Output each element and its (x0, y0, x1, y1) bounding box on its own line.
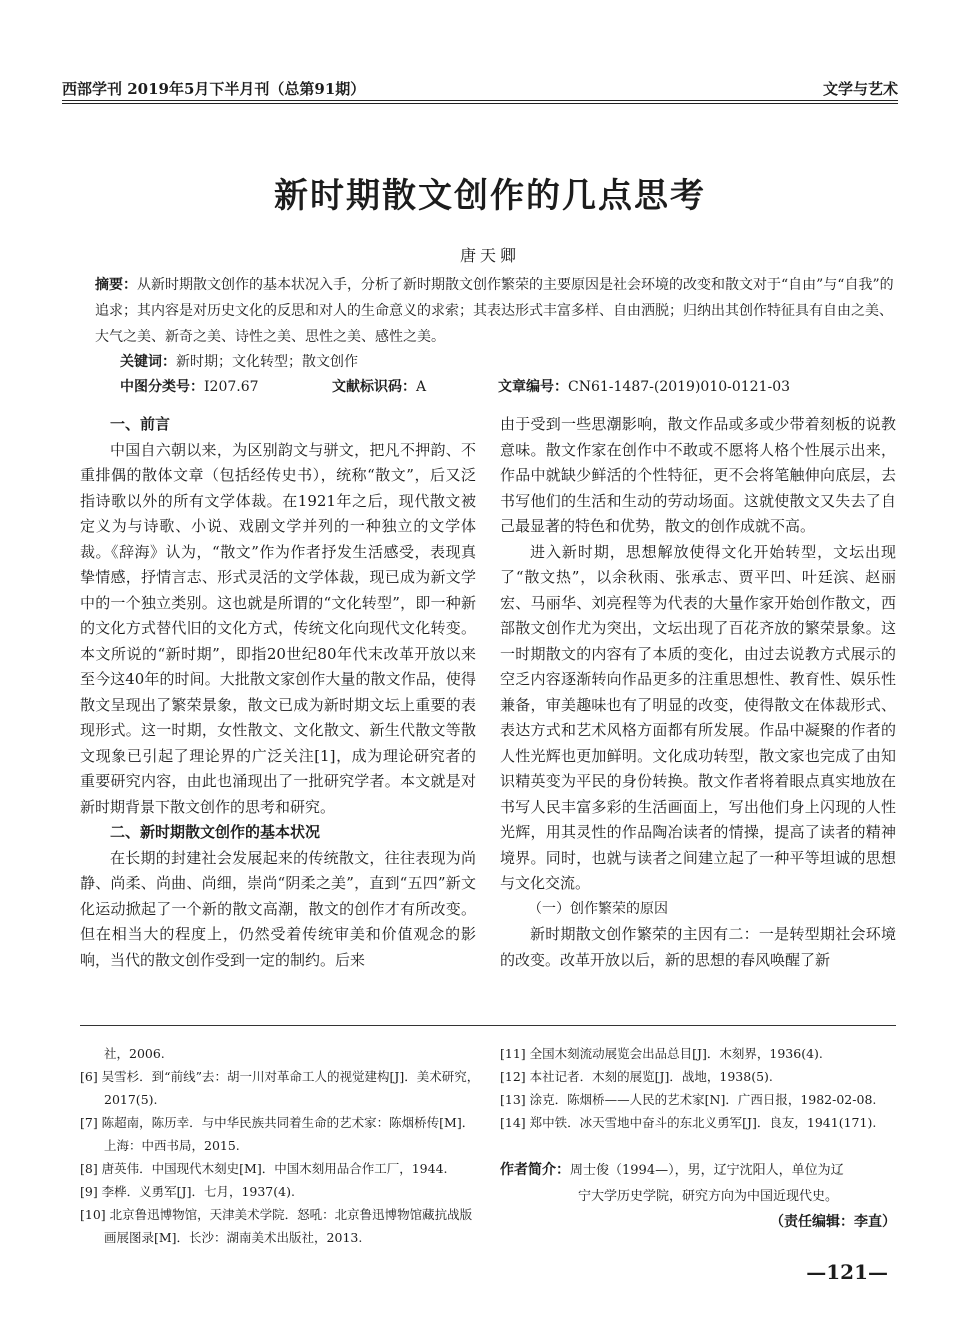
reference-item: 社，2006. (104, 1046, 165, 1061)
reference-item: [14] 郑中铁．冰天雪地中奋斗的东北义勇军[J]．良友，1941(171). (500, 1115, 877, 1130)
section-name: 文学与艺术 (822, 80, 898, 98)
paragraph-traditional-continued: 由于受到一些思潮影响，散文作品或多或少带着刻板的说教意味。散文作家在创作中不敢或不愿将人格个性展示出来，作品中就缺少鲜活的个性特征，更不会将笔触伸向底层，去书写他们的生活和生动的劳动场面。这就使散文又失去了自己最显著的特色和优势，散文的创作成就不高。 (500, 415, 896, 535)
reference-item: [10] 北京鲁迅博物馆，天津美术学院．怒吼：北京鲁迅博物馆藏抗战版画展图录[M]．长沙：湖南美术出版社，2013. (80, 1207, 473, 1245)
header-rule-thin (62, 103, 898, 104)
clc-value: I207.67 (204, 379, 259, 395)
article-author: 唐天卿 (459, 246, 520, 265)
keywords (120, 349, 894, 375)
references-right (500, 1042, 900, 1134)
reference-item: [12] 本社记者．木刻的展览[J]．战地，1938(5). (500, 1069, 773, 1084)
keywords-label: 关键词： (120, 354, 176, 370)
reference-item: [9] 李桦．义勇军[J]．七月，1937(4). (80, 1184, 295, 1199)
journal-name: 西部学刊 2019年5月下半月刊（总第91期） (62, 80, 366, 98)
doc-code-value: A (416, 379, 427, 395)
author-bio (500, 1157, 900, 1210)
paragraph-traditional: 在长期的封建社会发展起来的传统散文，往往表现为尚静、尚柔、尚曲、尚细，崇尚“阴柔之美”，直到“五四”新文化运动掀起了一个新的散文高潮，散文的创作才有所改变。但在相当大的程度上，仍然受着传统审美和价值观念的影响，当代的散文创作受到一定的制约。后来 (80, 848, 476, 969)
body-column-right (500, 412, 896, 973)
bio-label: 作者简介： (500, 1162, 570, 1178)
doc-code-label: 文献标识码： (332, 379, 416, 395)
article-meta (120, 375, 894, 399)
abstract-label: 摘要： (95, 277, 137, 293)
abstract (95, 272, 894, 350)
responsible-editor: （责任编辑：李直） (770, 1214, 896, 1230)
section-heading-status: 二、新时期散文创作的基本状况 (110, 823, 321, 841)
reference-item: [6] 吴雪杉．到“前线”去：胡一川对革命工人的视觉建构[J]．美术研究，2017(5). (80, 1069, 480, 1107)
footnote-divider (80, 1025, 896, 1026)
clc-field (120, 375, 259, 399)
reference-item: [11] 全国木刻流动展览会出品总目[J]．木刻界，1936(4). (500, 1046, 823, 1061)
article-title: 新时期散文创作的几点思考 (274, 176, 706, 216)
paragraph-reasons: 新时期散文创作繁荣的主因有二：一是转型期社会环境的改变。改革开放以后，新的思想的春风唤醒了新 (500, 925, 896, 969)
header-rule (62, 100, 898, 101)
paragraph-new-era: 进入新时期，思想解放使得文化开始转型，文坛出现了“散文热”，以余秋雨、张承志、贾平凹、叶廷滨、赵丽宏、马丽华、刘亮程等为代表的大量作家开始创作散文，西部散文创作尤为突出，文坛出现了百花齐放的繁荣景象。这一时期散文的内容有了本质的变化，由过去说教方式展示的空乏内容逐渐转向作品更多的注重思想性、教育性、娱乐性兼备，审美趣味也有了明显的改变，使得散文在体裁形式、表达方式和艺术风格方面都有所发展。作品中凝聚的作者的人性光辉也更加鲜明。文化成功转型，散文家也完成了由知识精英变为平民的身份转换。散文作者将着眼点真实地放在书写人民丰富多彩的生活画面上，写出他们身上闪现的人性光辉，用其灵性的作品陶冶读者的情操，提高了读者的精神境界。同时，也就与读者之间建立起了一种平等坦诚的思想与文化交流。 (500, 542, 896, 892)
reference-item: [13] 涂克．陈烟桥——人民的艺术家[N]．广西日报，1982-02-08. (500, 1092, 877, 1107)
reference-item: [8] 唐英伟．中国现代木刻史[M]．中国木刻用品合作工厂，1944. (80, 1161, 448, 1176)
abstract-text: 从新时期散文创作的基本状况入手，分析了新时期散文创作繁荣的主要原因是社会环境的改变和散文对于“自由”与“自我”的追求；其内容是对历史文化的反思和对人的生命意义的求索；其表达形式丰富多样、自由洒脱；归纳出其创作特征具有自由之美、大气之美、新奇之美、诗性之美、思性之美、感性之美。 (95, 277, 894, 345)
clc-label: 中图分类号： (120, 379, 204, 395)
keywords-text: 新时期；文化转型；散文创作 (176, 354, 358, 370)
article-no-label: 文章编号： (498, 379, 568, 395)
paragraph-intro: 中国自六朝以来，为区别韵文与骈文，把凡不押韵、不重排偶的散体文章（包括经传史书），统称“散文”，后又泛指诗歌以外的所有文学体裁。在1921年之后，现代散文被定义为与诗歌、小说、戏剧文学并列的一种独立的文学体裁。《辞海》认为，“散文”作为作者抒发生活感受，表现真挚情感，抒情言志、形式灵活的文学体裁，现已成为新文学中的一个独立类别。这也就是所谓的“文化转型”，即一种新的文化方式替代旧的文化方式，传统文化向现代文化转变。本文所说的“新时期”，即指20世纪80年代末改革开放以来至今这40年的时间。大批散文家创作大量的散文作品，使得散文呈现出了繁荣景象，散文已成为新时期文坛上重要的表现形式。这一时期，女性散文、文化散文、新生代散文等散文现象已引起了理论界的广泛关注[1]，成为理论研究者的重要研究内容，由此也涌现出了一批研究学者。本文就是对新时期背景下散文创作的思考和研究。 (80, 440, 476, 816)
doc-code-field (332, 375, 426, 399)
references-left (80, 1042, 480, 1249)
article-no-value: CN61-1487-(2019)010-0121-03 (568, 379, 791, 395)
bio-line-1: 周士俊（1994—），男，辽宁沈阳人，单位为辽 (570, 1163, 844, 1178)
page-number: —121— (806, 1260, 888, 1284)
subsection-heading-reasons: （一）创作繁荣的原因 (528, 900, 668, 917)
running-header (62, 76, 898, 102)
bio-line-2: 宁大学历史学院，研究方向为中国近现代史。 (578, 1189, 839, 1204)
article-no-field (498, 375, 790, 399)
section-heading-intro: 一、前言 (110, 415, 171, 433)
reference-item: [7] 陈超南，陈历幸．与中华民族共同着生命的艺术家：陈烟桥传[M]．上海：中西书局，2015. (80, 1115, 475, 1153)
body-column-left (80, 412, 476, 973)
